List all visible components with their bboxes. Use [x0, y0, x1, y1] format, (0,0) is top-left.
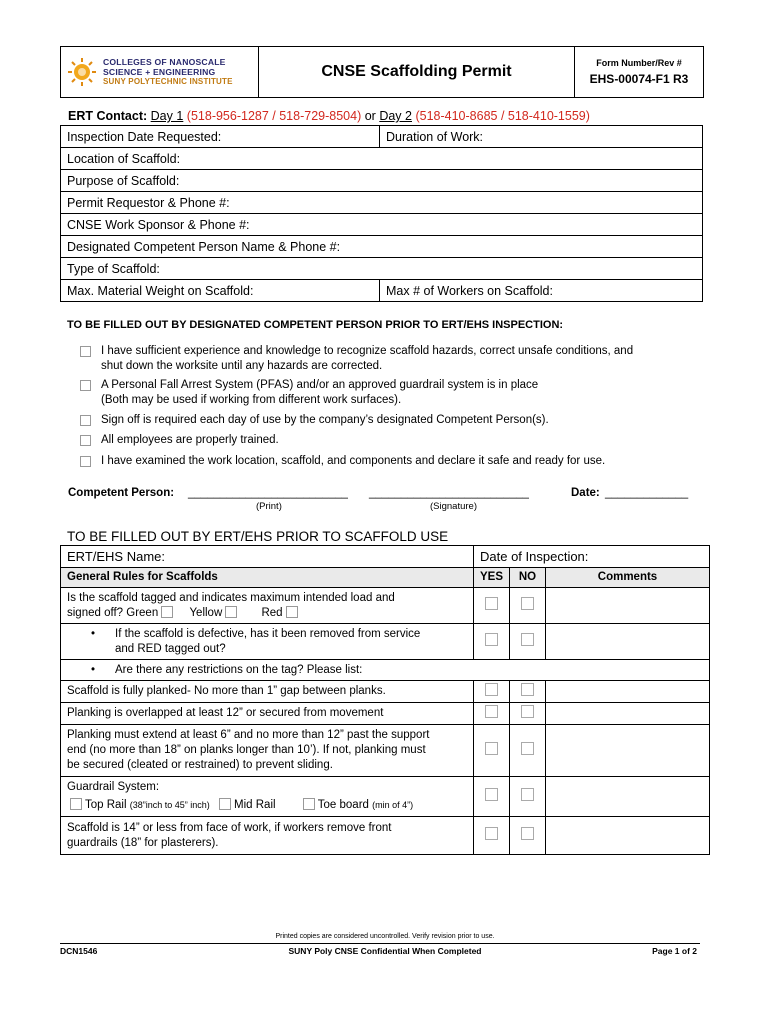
- yellow-label: Yellow: [189, 606, 223, 619]
- yes-column-header: YES: [474, 568, 510, 588]
- ert-contact-label: ERT Contact: [68, 109, 143, 123]
- checkbox[interactable]: [80, 456, 91, 467]
- yes-checkbox[interactable]: [485, 705, 498, 718]
- no-column-header: NO: [510, 568, 546, 588]
- form-number-block: [575, 47, 703, 97]
- footer-note: Printed copies are considered uncontrolled. Verify revision prior to use.: [275, 933, 495, 940]
- rule-text: Scaffold is fully planked- No more than 1” gap between planks.: [61, 681, 474, 703]
- yes-cell: [474, 703, 510, 725]
- rule-text-line: Is the scaffold tagged and indicates maximum intended load and: [67, 591, 395, 604]
- table-row: [61, 725, 710, 777]
- sponsor-field[interactable]: CNSE Work Sponsor & Phone #:: [61, 214, 703, 236]
- checklist-text-cont: shut down the worksite until any hazards are corrected.: [101, 360, 383, 372]
- bullet-icon: •: [91, 627, 96, 640]
- logo-text: [103, 57, 233, 87]
- comments-cell[interactable]: [546, 817, 710, 855]
- table-row: [61, 660, 710, 681]
- bullet-icon: •: [91, 663, 96, 676]
- checklist-text: All employees are properly trained.: [101, 434, 279, 446]
- checklist-text: I have examined the work location, scaffold, and components and declare it safe and ready for use.: [101, 455, 606, 467]
- table-row: [61, 777, 710, 817]
- top-rail-note: (38”inch to 45” inch): [129, 800, 210, 810]
- checkbox[interactable]: [80, 380, 91, 391]
- checkbox[interactable]: [80, 346, 91, 357]
- footer-confidential: SUNY Poly CNSE Confidential When Completed: [288, 946, 482, 956]
- max-weight-field[interactable]: Max. Material Weight on Scaffold:: [61, 280, 380, 302]
- table-row: [61, 588, 710, 624]
- permit-info-table: [60, 125, 703, 302]
- checklist-text-cont: (Both may be used if working from different work surfaces).: [101, 394, 402, 406]
- logo-line-2: SCIENCE + ENGINEERING: [103, 67, 216, 77]
- scaffold-rules-table: [60, 545, 710, 855]
- logo-line-1: COLLEGES OF NANOSCALE: [103, 57, 226, 67]
- no-checkbox[interactable]: [521, 633, 534, 646]
- signature-caption: (Signature): [430, 501, 477, 512]
- no-cell: [510, 725, 546, 777]
- yes-cell: [474, 681, 510, 703]
- rule-text: [61, 817, 474, 855]
- rule-text: [61, 777, 474, 817]
- footer-page-number: Page 1 of 2: [652, 946, 697, 956]
- comments-cell[interactable]: [546, 624, 710, 660]
- section2-heading: TO BE FILLED OUT BY ERT/EHS PRIOR TO SCAFFOLD USE: [67, 529, 449, 544]
- yes-checkbox[interactable]: [485, 827, 498, 840]
- yellow-checkbox[interactable]: [225, 606, 237, 618]
- yes-cell: [474, 725, 510, 777]
- day2-label: Day 2: [379, 109, 412, 123]
- duration-field[interactable]: Duration of Work:: [380, 126, 703, 148]
- top-rail-checkbox[interactable]: [70, 798, 82, 810]
- sun-logo-icon: [67, 57, 97, 87]
- checklist-item: [80, 378, 538, 408]
- rules-column-header: General Rules for Scaffolds: [61, 568, 474, 588]
- rule-text-line: and RED tagged out?: [115, 642, 226, 655]
- green-label: Green: [126, 606, 159, 619]
- rule-text-line: Scaffold is 14” or less from face of work, if workers remove front: [67, 821, 392, 834]
- comments-cell[interactable]: [546, 725, 710, 777]
- rule-text: Planking is overlapped at least 12” or secured from movement: [61, 703, 474, 725]
- competent-person-field[interactable]: Designated Competent Person Name & Phone #:: [61, 236, 703, 258]
- checklist-text: Sign off is required each day of use by the company’s designated Competent Person(s).: [101, 414, 549, 426]
- checklist-item: [80, 454, 605, 469]
- table-row: [61, 624, 710, 660]
- logo-line-3: SUNY POLYTECHNIC INSTITUTE: [103, 77, 233, 86]
- date-label: Date:: [571, 487, 600, 499]
- no-checkbox[interactable]: [521, 597, 534, 610]
- comments-cell[interactable]: [546, 588, 710, 624]
- checkbox[interactable]: [80, 435, 91, 446]
- day1-phones: (518-956-1287 / 518-729-8504): [186, 109, 362, 123]
- toe-board-label: Toe board: [317, 799, 369, 811]
- mid-rail-label: Mid Rail: [234, 799, 276, 811]
- logo-block: [61, 47, 259, 97]
- rule-text-line: signed off?: [67, 606, 124, 619]
- rule-text-line: Guardrail System:: [67, 781, 160, 793]
- no-cell: [510, 703, 546, 725]
- comments-column-header: Comments: [546, 568, 710, 588]
- comments-cell[interactable]: [546, 777, 710, 817]
- rule-text: [61, 624, 474, 660]
- mid-rail-checkbox[interactable]: [219, 798, 231, 810]
- table-row: [61, 681, 710, 703]
- rule-text: [61, 588, 474, 624]
- signature-line[interactable]: _________________________: [369, 487, 529, 499]
- footer-dcn: DCN1546: [60, 946, 98, 956]
- table-row: [61, 703, 710, 725]
- toe-board-checkbox[interactable]: [303, 798, 315, 810]
- rule-text-line: be secured (cleated or restrained) to prevent sliding.: [67, 759, 333, 771]
- no-cell: [510, 588, 546, 624]
- comments-cell[interactable]: [546, 703, 710, 725]
- no-checkbox[interactable]: [521, 742, 534, 755]
- print-name-line[interactable]: _________________________: [188, 487, 348, 499]
- yes-cell: [474, 777, 510, 817]
- tag-color-options: [67, 606, 467, 621]
- yes-cell: [474, 624, 510, 660]
- yes-checkbox[interactable]: [485, 788, 498, 801]
- toe-board-note: (min of 4”): [372, 800, 414, 810]
- rule-text-line: If the scaffold is defective, has it been removed from service: [115, 627, 421, 640]
- day2-phones: (518-410-8685 / 518-410-1559): [415, 109, 590, 123]
- checklist-item: [80, 433, 279, 448]
- print-caption: (Print): [256, 501, 282, 512]
- purpose-field[interactable]: Purpose of Scaffold:: [61, 170, 703, 192]
- scaffold-type-field[interactable]: Type of Scaffold:: [61, 258, 703, 280]
- table-row: [61, 817, 710, 855]
- no-cell: [510, 681, 546, 703]
- checklist-item: [80, 344, 633, 374]
- yes-cell: [474, 588, 510, 624]
- location-field[interactable]: Location of Scaffold:: [61, 148, 703, 170]
- rule-text-line: Planking must extend at least 6” and no more than 12” past the support: [67, 729, 430, 741]
- green-checkbox[interactable]: [161, 606, 173, 618]
- no-cell: [510, 817, 546, 855]
- rule-text: [61, 725, 474, 777]
- no-checkbox[interactable]: [521, 788, 534, 801]
- checklist-item: [80, 413, 549, 428]
- day1-label: Day 1: [150, 109, 184, 123]
- no-cell: [510, 777, 546, 817]
- date-line[interactable]: _____________: [605, 487, 689, 499]
- footer-divider: [60, 943, 700, 944]
- inspection-date-field[interactable]: Date of Inspection:: [474, 546, 710, 568]
- rule-text: [61, 660, 710, 681]
- competent-person-label: Competent Person:: [68, 487, 175, 499]
- guardrail-options: [67, 798, 467, 813]
- no-checkbox[interactable]: [521, 683, 534, 696]
- comments-cell[interactable]: [546, 681, 710, 703]
- checkbox[interactable]: [80, 415, 91, 426]
- red-checkbox[interactable]: [286, 606, 298, 618]
- ert-name-field[interactable]: ERT/EHS Name:: [61, 546, 474, 568]
- form-number: EHS-00074-F1 R3: [589, 72, 689, 86]
- max-workers-field[interactable]: Max # of Workers on Scaffold:: [380, 280, 703, 302]
- no-checkbox[interactable]: [521, 827, 534, 840]
- checklist-text: I have sufficient experience and knowledge to recognize scaffold hazards, correct unsafe conditions, and: [101, 345, 634, 357]
- yes-checkbox[interactable]: [485, 633, 498, 646]
- rule-text-line: guardrails (18” for plasterers).: [67, 836, 219, 849]
- yes-cell: [474, 817, 510, 855]
- no-cell: [510, 624, 546, 660]
- form-header: [60, 46, 704, 98]
- yes-checkbox[interactable]: [485, 597, 498, 610]
- ert-contact-line: ERT Contact: Day 1 (518-956-1287 / 518-729-8504) or Day 2 (518-410-8685 / 518-410-1559): [68, 109, 590, 123]
- form-number-label: Form Number/Rev #: [596, 58, 682, 68]
- red-label: Red: [261, 606, 283, 619]
- or-text: or: [364, 109, 376, 123]
- top-rail-label: Top Rail: [85, 799, 127, 811]
- yes-checkbox[interactable]: [485, 742, 498, 755]
- inspection-date-field[interactable]: Inspection Date Requested:: [61, 126, 380, 148]
- section1-heading: TO BE FILLED OUT BY DESIGNATED COMPETENT PERSON PRIOR TO ERT/EHS INSPECTION:: [67, 319, 564, 331]
- checklist-text: A Personal Fall Arrest System (PFAS) and/or an approved guardrail system is in place: [101, 379, 539, 391]
- rule-text-line: Are there any restrictions on the tag? Please list:: [115, 663, 363, 676]
- requestor-field[interactable]: Permit Requestor & Phone #:: [61, 192, 703, 214]
- yes-checkbox[interactable]: [485, 683, 498, 696]
- rule-text-line: end (no more than 18” on planks longer than 10’). If not, planking must: [67, 744, 426, 756]
- no-checkbox[interactable]: [521, 705, 534, 718]
- form-title: CNSE Scaffolding Permit: [259, 47, 575, 97]
